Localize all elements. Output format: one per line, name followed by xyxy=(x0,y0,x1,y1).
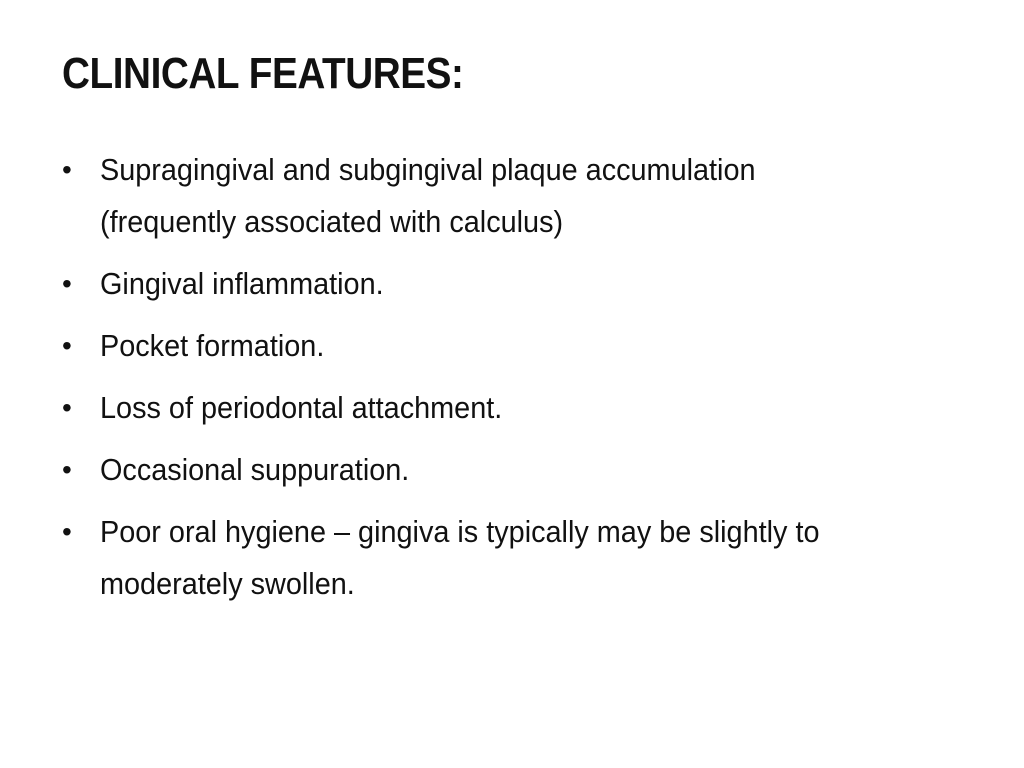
bullet-text: Gingival inflammation. xyxy=(100,266,384,301)
bullet-dot-icon: • xyxy=(62,392,72,423)
bullet-list xyxy=(62,144,942,620)
bullet-item xyxy=(62,382,942,434)
bullet-item xyxy=(62,444,942,496)
bullet-text: Poor oral hygiene – gingiva is typically may be slightly to moderately swollen. xyxy=(100,514,820,601)
bullet-dot-icon: • xyxy=(62,330,72,361)
bullet-text: Occasional suppuration. xyxy=(100,452,410,487)
bullet-text: Supragingival and subgingival plaque accumulation (frequently associated with calculus) xyxy=(100,152,756,239)
bullet-item xyxy=(62,506,942,610)
bullet-dot-icon: • xyxy=(62,454,72,485)
bullet-dot-icon: • xyxy=(62,268,72,299)
bullet-text: Pocket formation. xyxy=(100,328,325,363)
bullet-dot-icon: • xyxy=(62,516,72,547)
bullet-item xyxy=(62,320,942,372)
bullet-item xyxy=(62,144,942,248)
bullet-text: Loss of periodontal attachment. xyxy=(100,390,503,425)
bullet-item xyxy=(62,258,942,310)
slide-title: CLINICAL FEATURES: xyxy=(62,49,464,98)
bullet-dot-icon: • xyxy=(62,154,72,185)
